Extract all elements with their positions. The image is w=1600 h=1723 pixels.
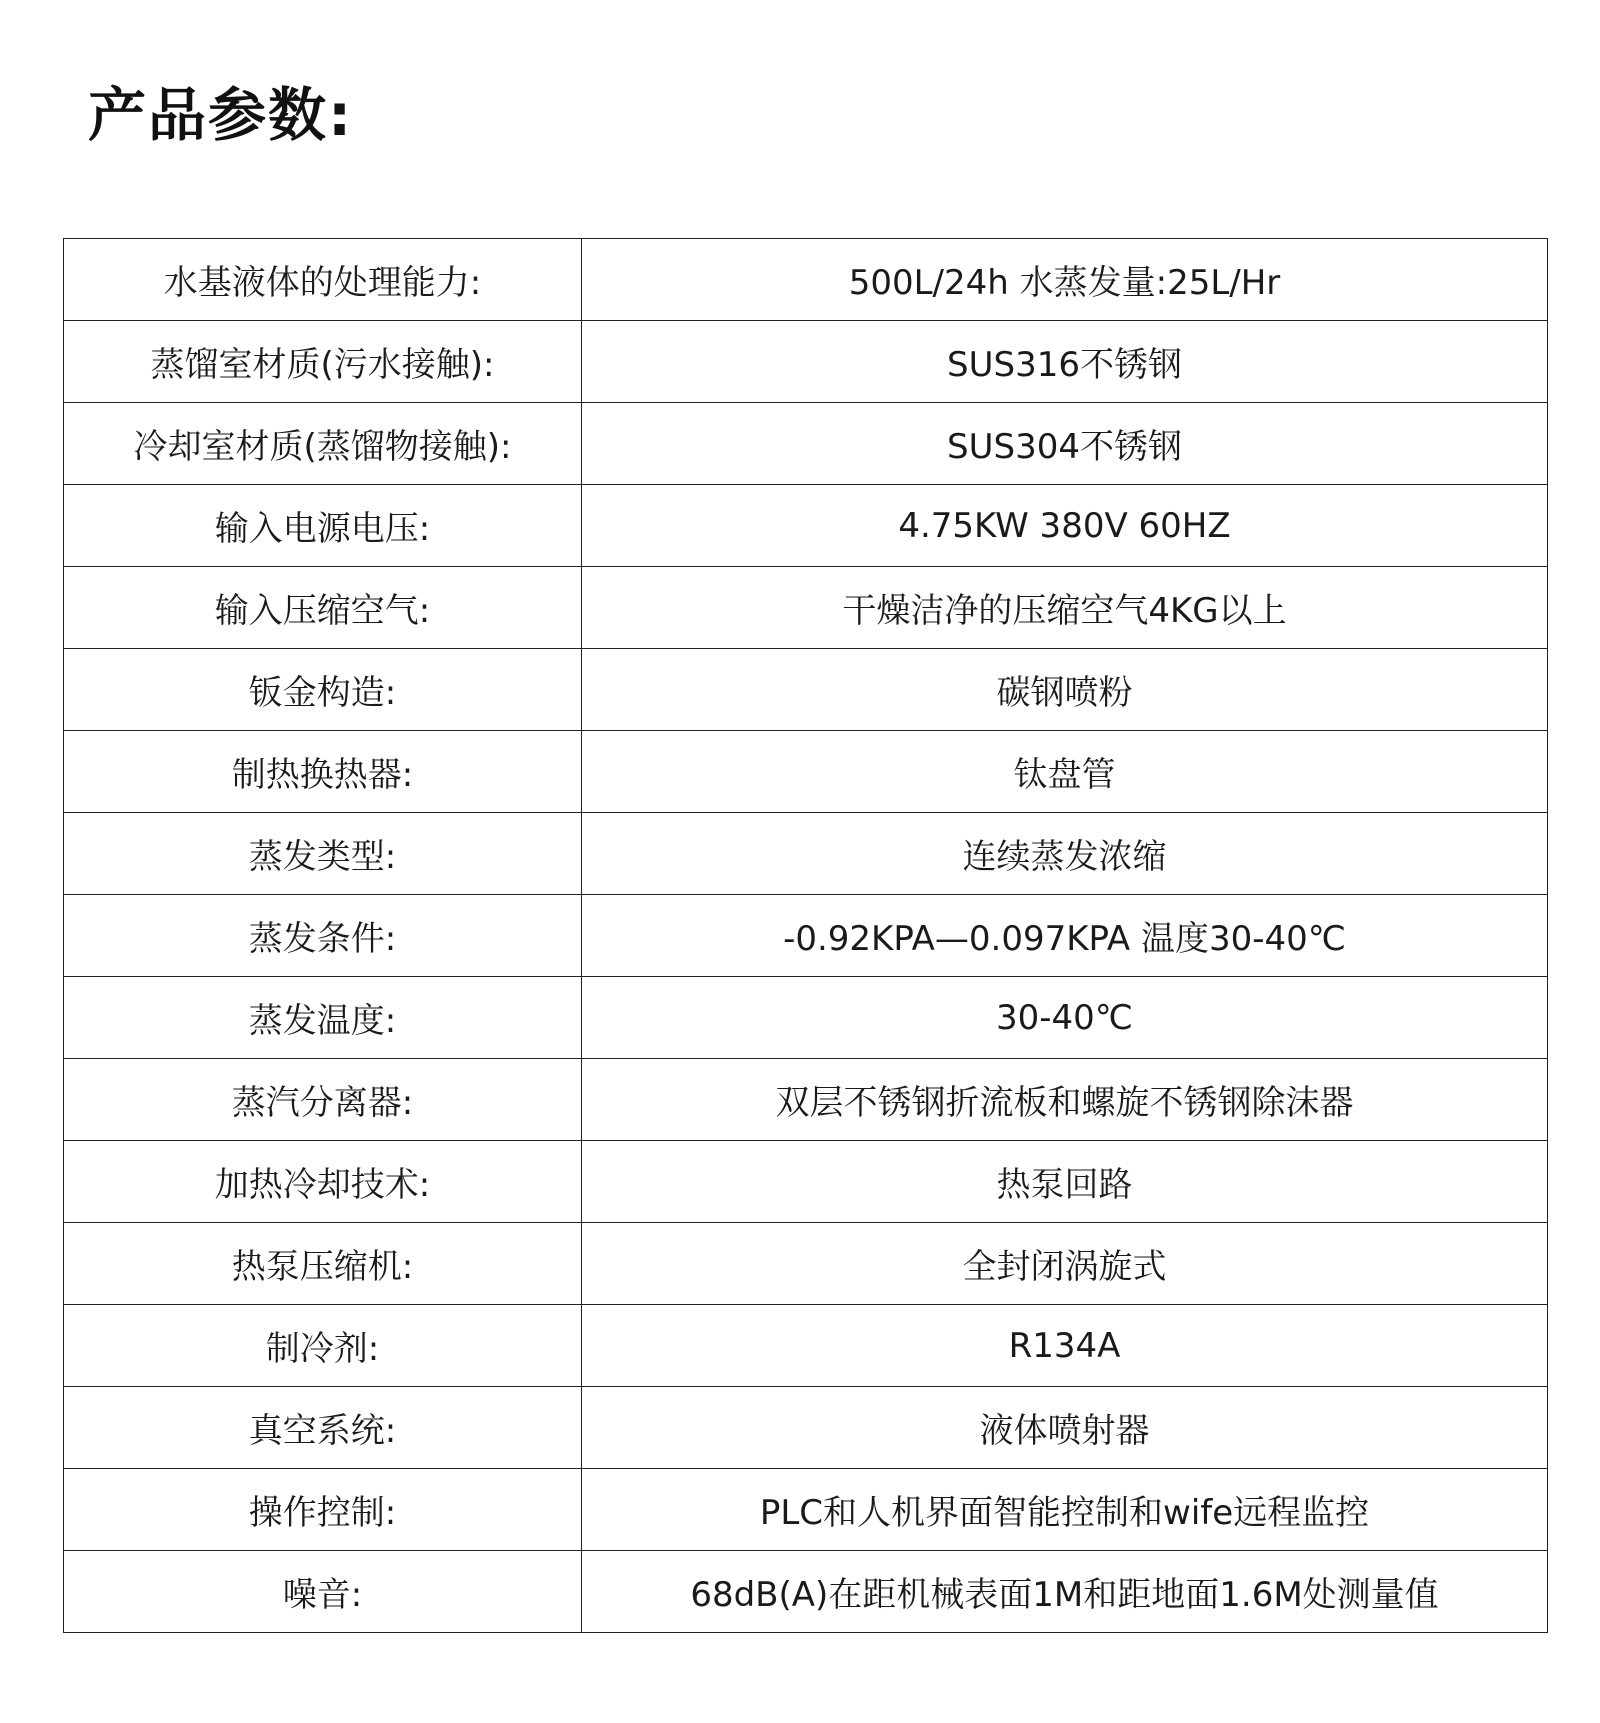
param-value: 热泵回路 xyxy=(582,1141,1548,1223)
param-name: 热泵压缩机: xyxy=(64,1223,582,1305)
param-name: 噪音: xyxy=(64,1551,582,1633)
table-row xyxy=(64,1141,1548,1223)
page-title: 产品参数: xyxy=(88,81,354,149)
param-name: 输入压缩空气: xyxy=(64,567,582,649)
table-row xyxy=(64,1059,1548,1141)
spec-table xyxy=(63,238,1548,1633)
param-value: 连续蒸发浓缩 xyxy=(582,813,1548,895)
param-value: 500L/24h 水蒸发量:25L/Hr xyxy=(582,239,1548,321)
table-row xyxy=(64,403,1548,485)
table-row xyxy=(64,895,1548,977)
param-name: 蒸汽分离器: xyxy=(64,1059,582,1141)
param-name: 水基液体的处理能力: xyxy=(64,239,582,321)
param-name: 加热冷却技术: xyxy=(64,1141,582,1223)
param-name: 钣金构造: xyxy=(64,649,582,731)
table-row xyxy=(64,1551,1548,1633)
param-value: SUS316不锈钢 xyxy=(582,321,1548,403)
param-value: 68dB(A)在距机械表面1M和距地面1.6M处测量值 xyxy=(582,1551,1548,1633)
param-name: 冷却室材质(蒸馏物接触): xyxy=(64,403,582,485)
param-value: 干燥洁净的压缩空气4KG以上 xyxy=(582,567,1548,649)
param-value: 碳钢喷粉 xyxy=(582,649,1548,731)
param-value: 钛盘管 xyxy=(582,731,1548,813)
table-row xyxy=(64,1387,1548,1469)
param-value: SUS304不锈钢 xyxy=(582,403,1548,485)
param-name: 制热换热器: xyxy=(64,731,582,813)
param-value: PLC和人机界面智能控制和wife远程监控 xyxy=(582,1469,1548,1551)
table-row xyxy=(64,1469,1548,1551)
param-value: R134A xyxy=(582,1305,1548,1387)
table-row xyxy=(64,321,1548,403)
table-row xyxy=(64,485,1548,567)
table-row xyxy=(64,813,1548,895)
param-name: 真空系统: xyxy=(64,1387,582,1469)
param-name: 蒸发类型: xyxy=(64,813,582,895)
param-value: 全封闭涡旋式 xyxy=(582,1223,1548,1305)
table-row xyxy=(64,1305,1548,1387)
table-row xyxy=(64,649,1548,731)
param-value: 30-40℃ xyxy=(582,977,1548,1059)
param-name: 蒸发温度: xyxy=(64,977,582,1059)
param-value: 液体喷射器 xyxy=(582,1387,1548,1469)
table-row xyxy=(64,567,1548,649)
param-value: -0.92KPA—0.097KPA 温度30-40℃ xyxy=(582,895,1548,977)
table-row xyxy=(64,1223,1548,1305)
param-name: 输入电源电压: xyxy=(64,485,582,567)
table-row xyxy=(64,731,1548,813)
param-name: 蒸馏室材质(污水接触): xyxy=(64,321,582,403)
param-name: 操作控制: xyxy=(64,1469,582,1551)
param-name: 制冷剂: xyxy=(64,1305,582,1387)
param-value: 4.75KW 380V 60HZ xyxy=(582,485,1548,567)
table-row xyxy=(64,977,1548,1059)
param-value: 双层不锈钢折流板和螺旋不锈钢除沫器 xyxy=(582,1059,1548,1141)
table-row xyxy=(64,239,1548,321)
param-name: 蒸发条件: xyxy=(64,895,582,977)
